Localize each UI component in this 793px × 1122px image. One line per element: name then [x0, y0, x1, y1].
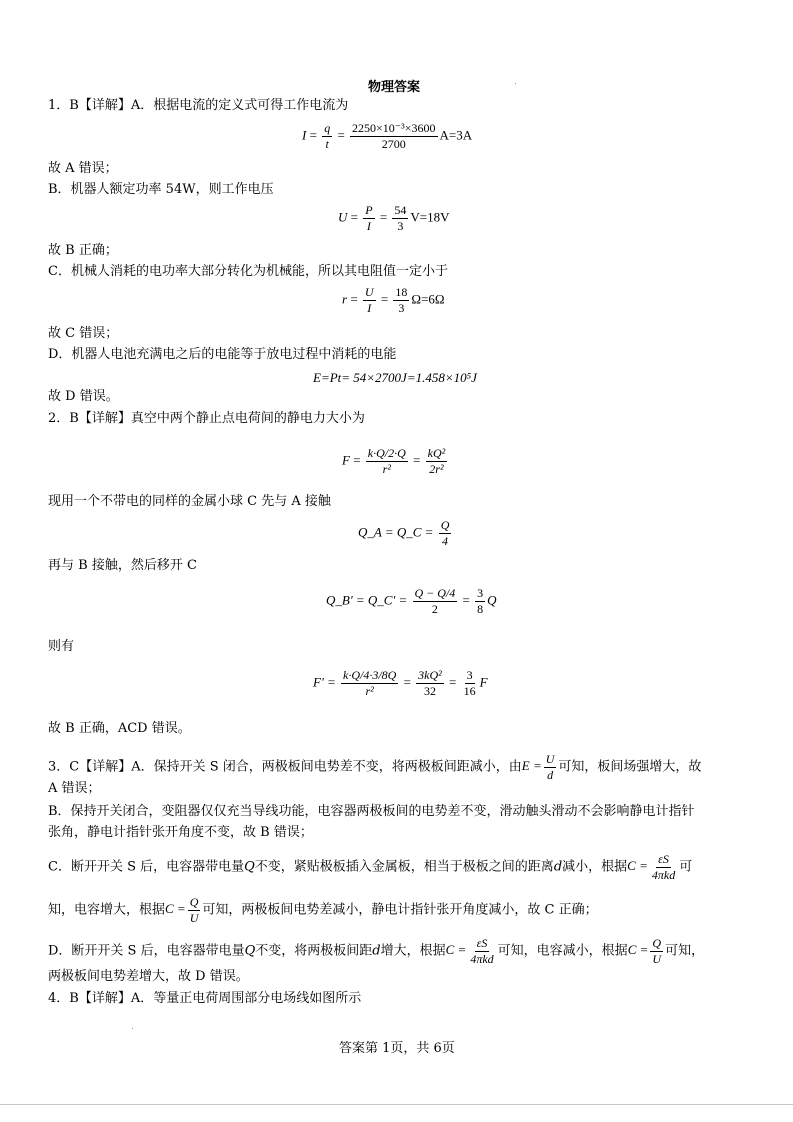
- eq-lhs: C =: [627, 942, 649, 958]
- numerator: 18: [395, 285, 408, 299]
- eq-lhs: U: [338, 209, 348, 225]
- numerator: kQ²: [427, 446, 446, 460]
- fraction: [363, 285, 376, 316]
- text: 减小，根据: [562, 859, 628, 875]
- q1-c-result: 故 C 错误；: [48, 326, 119, 341]
- text: D．断开开关 S 后，电容器带电量: [48, 943, 245, 959]
- denominator: U: [652, 952, 662, 966]
- q2-eq-charge-b: Q_B' = Q_C' = $\frac{Q - Q/4}{2}$ = $\frac{3}{8}$ Q: [326, 586, 497, 616]
- fraction: [392, 203, 408, 234]
- numerator: q: [324, 121, 331, 135]
- text: 不变，紧贴极板插入金属板，相当于极板之间的距离: [254, 859, 554, 875]
- eq-lhs: C =: [445, 942, 467, 958]
- q3-b-line-1: B．保持开关闭合，变阻器仅仅充当导线功能，电容器两极板间的电势差不变，滑动触头滑动不会影响静电计指针: [48, 804, 695, 819]
- text: 可知，: [665, 943, 705, 959]
- q1-b-text: B．机器人额定功率 54W，则工作电压: [48, 182, 274, 197]
- eq-tail: V=18V: [410, 209, 450, 225]
- numerator: 54: [394, 203, 407, 217]
- q2-text-1: 现用一个不带电的同样的金属小球 C 先与 A 接触: [48, 494, 331, 509]
- text: 可知，两极板间电势差减小，静电计指针张开角度减小，故 C 正确；: [202, 902, 598, 918]
- eq-lhs: Q_A = Q_C =: [358, 524, 434, 540]
- q3-c-line-2: [48, 895, 598, 926]
- q3-a-text: 3．C【详解】A．保持开关 S 闭合，两极板间电势差不变，将两极板间距减小，由: [48, 759, 522, 775]
- numerator: Q: [189, 895, 199, 909]
- fraction: [439, 518, 452, 549]
- q2-eq-force-new: F' = $\frac{k\cdot Q/4\cdot 3/8Q}{\text{r²}}$ = $\frac{\text{3kQ²}}{32}$ = $\frac{3}{16}$ F: [313, 668, 488, 698]
- q3-d-line-1: [48, 936, 704, 967]
- numerator: U: [545, 752, 555, 766]
- page-bottom-rule: [0, 1104, 793, 1105]
- numerator: 2250×10⁻³×3600: [352, 121, 436, 135]
- q3-a-line-1: [48, 752, 701, 783]
- fraction: [650, 852, 677, 883]
- q1-a-result: 故 A 错误；: [48, 161, 118, 176]
- text: 可知，电容减小，根据: [497, 943, 628, 959]
- q1-d-result: 故 D 错误。: [48, 389, 119, 404]
- eq-tail: Ω=6Ω: [411, 291, 445, 307]
- denominator: I: [367, 301, 372, 315]
- q3-a-line-2: A 错误；: [48, 781, 101, 796]
- numerator: εS: [658, 852, 669, 866]
- numerator: k·Q/4·3/8Q: [343, 668, 397, 682]
- eq-lhs: r: [342, 291, 348, 307]
- denominator: 2700: [381, 137, 406, 151]
- eq-lhs: Q_B' = Q_C' =: [326, 592, 408, 608]
- fraction: [188, 895, 201, 926]
- denominator: 4πkd: [470, 952, 494, 966]
- text: 不变，将两极板间距: [255, 943, 373, 959]
- numerator: k·Q/2·Q: [367, 446, 406, 460]
- fraction: [468, 936, 495, 967]
- numerator: Q: [652, 936, 662, 950]
- q3-b-line-2: 张角，静电计指针张开角度不变，故 B 错误；: [48, 825, 313, 840]
- eq-lhs: F: [342, 452, 350, 468]
- q1-intro: 1．B【详解】A．根据电流的定义式可得工作电流为: [48, 98, 349, 113]
- denominator: 8: [477, 602, 484, 616]
- fraction: [363, 203, 374, 234]
- var-d: d: [372, 943, 381, 959]
- q2-eq-charge-a: [358, 518, 453, 549]
- denominator: 16: [463, 684, 476, 698]
- numerator: 3kQ²: [418, 668, 442, 682]
- q2-intro: 2．B【详解】真空中两个静止点电荷间的静电力大小为: [48, 411, 365, 426]
- q1-eq-b: U = $\frac{P}{I}$ = $\frac{54}{3}$ V=18V: [338, 203, 450, 233]
- q3-c-eq-2: [165, 895, 202, 925]
- fraction: [650, 936, 663, 967]
- numerator: U: [364, 285, 374, 299]
- var-d: d: [553, 859, 563, 875]
- q1-c-text: C．机械人消耗的电功率大部分转化为机械能，所以其电阻值一定小于: [48, 264, 448, 279]
- q2-text-2: 再与 B 接触，然后移开 C: [48, 558, 197, 573]
- fraction: [416, 668, 444, 699]
- q1-eq-a: I = $\frac{q}{t}$ = $\frac{\text{2250×10⁻³×3600}}{2700}$ A=3A: [302, 121, 473, 151]
- fraction: [322, 121, 332, 152]
- denominator: r²: [382, 462, 391, 476]
- q1-d-text: D．机器人电池充满电之后的电能等于放电过程中消耗的电能: [48, 347, 397, 362]
- q3-a-eq: [521, 752, 559, 782]
- denominator: I: [366, 219, 371, 233]
- fraction: [393, 285, 409, 316]
- page-title: 物理答案: [368, 80, 421, 95]
- fraction: [413, 586, 458, 617]
- eq-lhs: F' =: [313, 674, 336, 690]
- eq-lhs: C =: [165, 901, 186, 917]
- numerator: P: [365, 203, 373, 217]
- q2-eq-force: F = $\frac{k\cdot Q/2\cdot Q}{\text{r²}}$ = $\frac{\text{kQ²}}{\text{2r²}}$: [342, 446, 446, 476]
- q2-text-3: 则有: [48, 639, 75, 654]
- q4-intro: 4．B【详解】A．等量正电荷周围部分电场线如图所示: [48, 991, 362, 1006]
- eq-tail: A=3A: [439, 127, 473, 143]
- scan-dot: [132, 1028, 133, 1029]
- denominator: 4πkd: [651, 868, 676, 882]
- q3-d-line-2: 两极板间电势差增大，故 D 错误。: [48, 969, 249, 984]
- fraction: [544, 752, 557, 783]
- denominator: 3: [398, 301, 405, 315]
- denominator: U: [189, 911, 199, 925]
- denominator: 2r²: [429, 462, 444, 476]
- fraction: [462, 668, 478, 699]
- fraction: [341, 668, 398, 699]
- denominator: 3: [397, 219, 404, 233]
- var-q: Q: [244, 943, 256, 959]
- fraction: [426, 446, 448, 477]
- denominator: 32: [423, 684, 436, 698]
- q3-d-eq-1: [445, 936, 498, 966]
- numerator: 3: [466, 668, 473, 682]
- denominator: 4: [442, 534, 449, 548]
- eq-tail: Q: [487, 592, 497, 608]
- text: 可: [679, 859, 693, 875]
- var-q: Q: [244, 859, 255, 875]
- numerator: Q − Q/4: [414, 586, 456, 600]
- fraction: [366, 446, 408, 477]
- fraction: [475, 586, 485, 617]
- q3-c-line-1: [48, 852, 692, 883]
- eq-tail: F: [479, 674, 488, 690]
- q1-eq-d: E=Pt= 54×2700J=1.458×10⁵J: [313, 370, 477, 385]
- eq-lhs: C =: [627, 858, 648, 874]
- q3-a-text-2: 可知，板间场强增大，故: [558, 759, 702, 775]
- q1-b-result: 故 B 正确；: [48, 243, 118, 258]
- eq-lhs: I: [302, 127, 307, 143]
- q1-eq-c: r = $\frac{U}{I}$ = $\frac{18}{3}$ Ω=6Ω: [342, 285, 445, 315]
- eq-lhs: E =: [521, 758, 542, 774]
- denominator: t: [325, 137, 329, 151]
- scan-dot: [515, 83, 516, 84]
- numerator: 3: [477, 586, 484, 600]
- text: 增大，根据: [380, 943, 446, 959]
- denominator: r²: [365, 684, 374, 698]
- denominator: d: [547, 768, 554, 782]
- numerator: εS: [476, 936, 488, 950]
- q3-d-eq-2: [627, 936, 665, 966]
- q2-result: 故 B 正确，ACD 错误。: [48, 721, 191, 736]
- numerator: Q: [440, 518, 450, 532]
- denominator: 2: [431, 602, 438, 616]
- fraction: [350, 121, 437, 152]
- text: C．断开开关 S 后，电容器带电量: [48, 859, 245, 875]
- q3-c-eq-1: [627, 852, 679, 882]
- text: 知，电容增大，根据: [48, 902, 166, 918]
- page-footer: 答案第 1页，共 6页: [339, 1041, 455, 1056]
